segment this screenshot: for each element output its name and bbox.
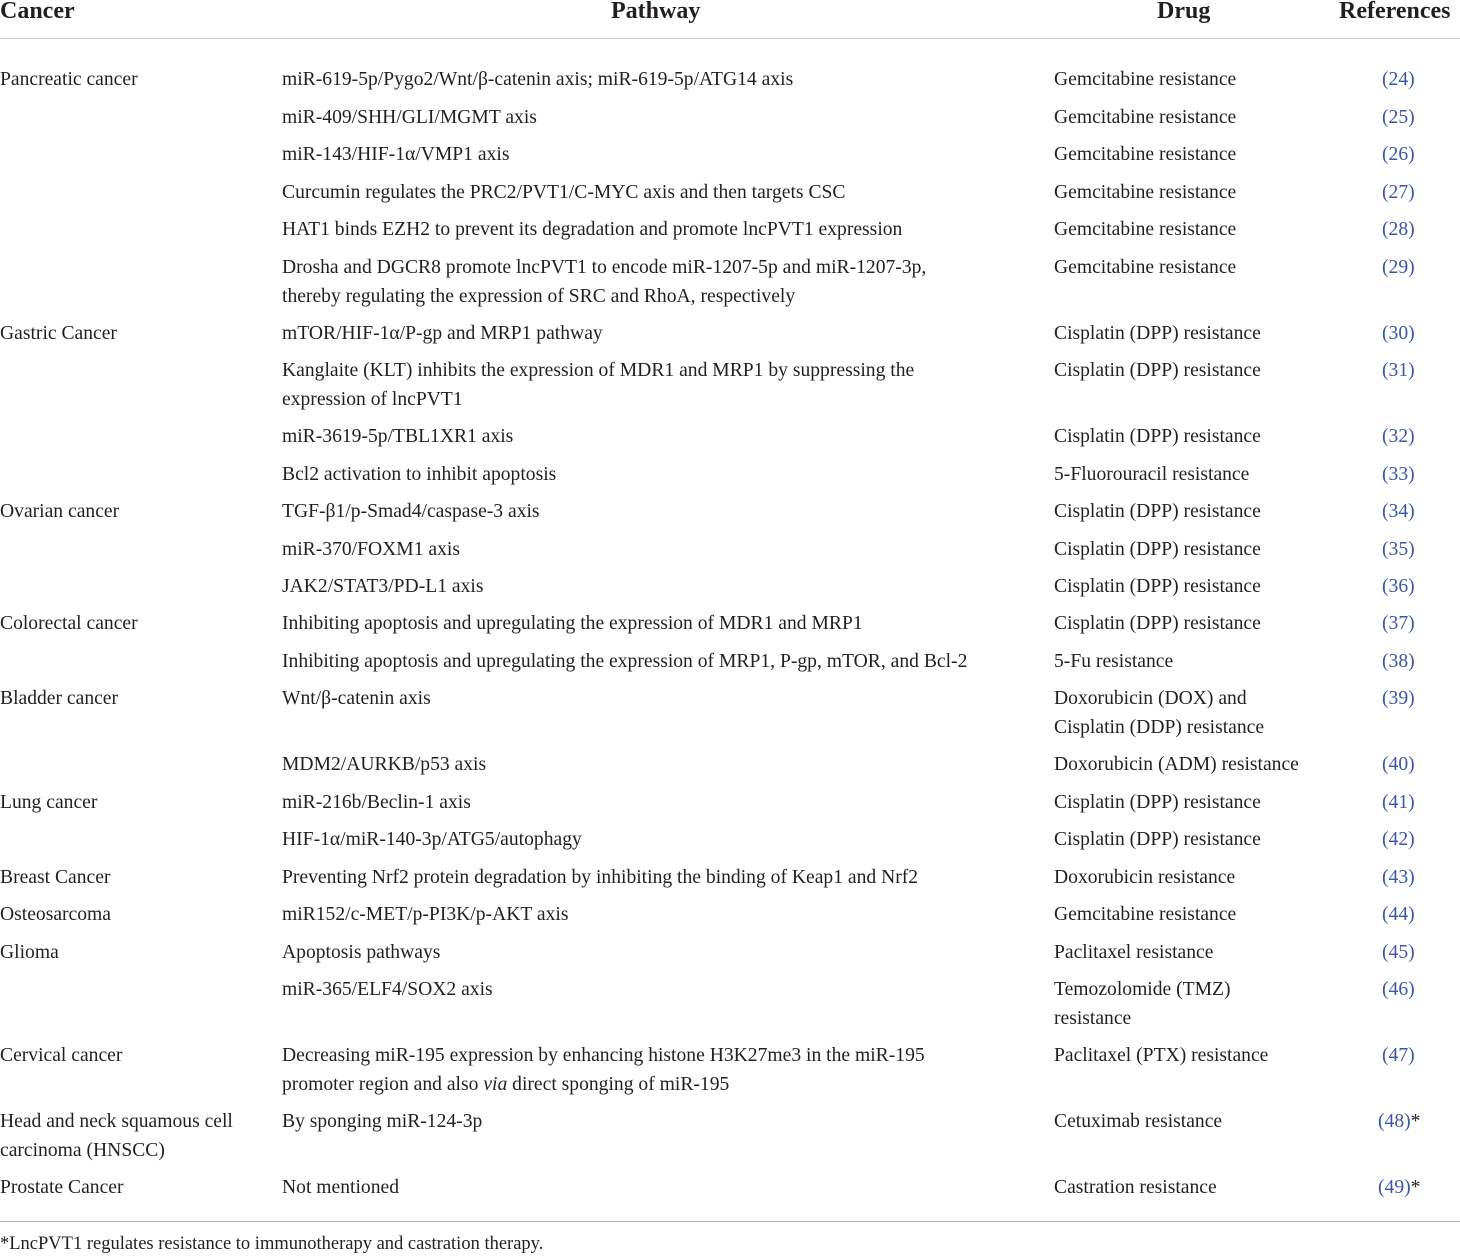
cell-cancer — [0, 684, 118, 713]
cell-line: Paclitaxel (PTX) resistance — [1054, 1045, 1269, 1066]
cell-line: Temozolomide (TMZ) — [1054, 979, 1231, 1000]
reference-link[interactable]: 35 — [1388, 539, 1409, 560]
reference-link[interactable]: 24 — [1388, 69, 1409, 90]
cell-reference — [1382, 825, 1415, 854]
cell-reference — [1378, 1107, 1420, 1136]
cell-drug — [1054, 788, 1261, 817]
reference-paren-open: ( — [1382, 323, 1389, 344]
cell-drug — [1054, 460, 1249, 489]
reference-paren-close: ) — [1408, 426, 1415, 447]
reference-paren-open: ( — [1378, 1177, 1385, 1198]
cell-line: Osteosarcoma — [0, 904, 111, 925]
cell-reference — [1382, 975, 1415, 1004]
cell-pathway — [282, 178, 845, 207]
cell-line: miR-3619-5p/TBL1XR1 axis — [282, 426, 514, 447]
cell-pathway — [282, 975, 493, 1004]
reference-paren-close: ) — [1404, 1177, 1411, 1198]
reference-link[interactable]: 32 — [1388, 426, 1409, 447]
cell-line: Colorectal cancer — [0, 613, 138, 634]
cell-pathway — [282, 1041, 925, 1099]
cell-reference — [1382, 938, 1415, 967]
cell-line: Breast Cancer — [0, 867, 111, 888]
cell-line: Preventing Nrf2 protein degradation by inhibiting the binding of Keap1 and Nrf2 — [282, 867, 919, 888]
cell-drug — [1054, 178, 1236, 207]
cell-pathway — [282, 460, 556, 489]
reference-paren-open: ( — [1382, 1045, 1389, 1066]
cell-line: Paclitaxel resistance — [1054, 942, 1214, 963]
reference-paren-open: ( — [1382, 576, 1389, 597]
cell-drug — [1054, 535, 1261, 564]
cell-line: miR-365/ELF4/SOX2 axis — [282, 979, 493, 1000]
reference-paren-close: ) — [1408, 576, 1415, 597]
reference-paren-close: ) — [1404, 1111, 1411, 1132]
reference-link[interactable]: 41 — [1388, 792, 1409, 813]
header-pathway: Pathway — [611, 0, 701, 24]
reference-paren-open: ( — [1382, 426, 1389, 447]
cell-reference — [1382, 572, 1415, 601]
cell-drug — [1054, 356, 1261, 385]
cell-reference — [1382, 140, 1415, 169]
cell-drug — [1054, 609, 1261, 638]
cell-pathway — [282, 1107, 482, 1136]
reference-paren-open: ( — [1382, 257, 1389, 278]
cell-line: Head and neck squamous cell — [0, 1111, 233, 1132]
reference-link[interactable]: 25 — [1388, 107, 1409, 128]
cell-pathway — [282, 103, 537, 132]
cell-pathway — [282, 319, 603, 348]
cell-line: Kanglaite (KLT) inhibits the expression of MDR1 and MRP1 by suppressing the — [282, 360, 915, 381]
reference-link[interactable]: 34 — [1388, 501, 1409, 522]
reference-link[interactable]: 43 — [1388, 867, 1409, 888]
cell-line: Cisplatin (DPP) resistance — [1054, 539, 1261, 560]
cell-line: 5-Fluorouracil resistance — [1054, 464, 1250, 485]
reference-link[interactable]: 48 — [1384, 1111, 1405, 1132]
cell-reference — [1382, 497, 1415, 526]
cell-line: Gemcitabine resistance — [1054, 904, 1237, 925]
cell-reference — [1382, 647, 1415, 676]
cell-line: Cisplatin (DPP) resistance — [1054, 613, 1261, 634]
cell-drug — [1054, 103, 1236, 132]
reference-paren-open: ( — [1382, 688, 1389, 709]
cell-drug — [1054, 647, 1173, 676]
cell-pathway — [282, 535, 460, 564]
cell-line: Doxorubicin resistance — [1054, 867, 1236, 888]
cell-line: Pancreatic cancer — [0, 69, 138, 90]
reference-paren-close: ) — [1408, 754, 1415, 775]
reference-paren-open: ( — [1382, 107, 1389, 128]
reference-link[interactable]: 36 — [1388, 576, 1409, 597]
cell-line: miR-409/SHH/GLI/MGMT axis — [282, 107, 537, 128]
italic-term: via — [483, 1074, 508, 1095]
cell-line: Cisplatin (DPP) resistance — [1054, 426, 1261, 447]
reference-paren-close: ) — [1408, 613, 1415, 634]
footnote-marker: * — [1410, 1111, 1421, 1132]
reference-paren-close: ) — [1408, 539, 1415, 560]
cell-cancer — [0, 1173, 124, 1202]
reference-paren-open: ( — [1382, 829, 1389, 850]
cell-line: Inhibiting apoptosis and upregulating the expression of MRP1, P-gp, mTOR, and Bcl-2 — [282, 651, 968, 672]
reference-link[interactable]: 29 — [1388, 257, 1409, 278]
reference-paren-open: ( — [1378, 1111, 1385, 1132]
cell-line: miR-216b/Beclin-1 axis — [282, 792, 471, 813]
reference-paren-open: ( — [1382, 69, 1389, 90]
cell-cancer — [0, 1041, 122, 1070]
cell-reference — [1382, 460, 1415, 489]
cell-line: Drosha and DGCR8 promote lncPVT1 to encode miR-1207-5p and miR-1207-3p, — [282, 257, 927, 278]
header-references: References — [1339, 0, 1451, 24]
cell-line: miR-143/HIF-1α/VMP1 axis — [282, 144, 510, 165]
cell-drug — [1054, 684, 1264, 742]
cell-reference — [1382, 535, 1415, 564]
reference-paren-close: ) — [1408, 107, 1415, 128]
cell-line: Gemcitabine resistance — [1054, 144, 1237, 165]
cell-line: Cervical cancer — [0, 1045, 123, 1066]
cell-line: miR152/c-MET/p-PI3K/p-AKT axis — [282, 904, 569, 925]
reference-paren-close: ) — [1408, 792, 1415, 813]
cell-pathway — [282, 215, 902, 244]
cell-drug — [1054, 1041, 1268, 1070]
cell-line: Gastric Cancer — [0, 323, 117, 344]
cell-line: thereby regulating the expression of SRC and RhoA, respectively — [282, 286, 796, 307]
reference-paren-close: ) — [1408, 867, 1415, 888]
reference-paren-open: ( — [1382, 501, 1389, 522]
cell-reference — [1382, 900, 1415, 929]
cell-reference — [1382, 1041, 1415, 1070]
reference-link[interactable]: 42 — [1388, 829, 1409, 850]
cell-line: MDM2/AURKB/p53 axis — [282, 754, 487, 775]
cell-cancer — [0, 938, 59, 967]
cell-drug — [1054, 975, 1231, 1033]
reference-paren-open: ( — [1382, 942, 1389, 963]
reference-link[interactable]: 40 — [1388, 754, 1409, 775]
reference-link[interactable]: 37 — [1388, 613, 1409, 634]
cell-drug — [1054, 319, 1261, 348]
cell-line: Cetuximab resistance — [1054, 1111, 1223, 1132]
cell-drug — [1054, 215, 1236, 244]
cell-cancer — [0, 497, 119, 526]
header-cancer: Cancer — [0, 0, 75, 24]
cell-reference — [1382, 863, 1415, 892]
cell-reference — [1382, 609, 1415, 638]
cell-line: Bcl2 activation to inhibit apoptosis — [282, 464, 557, 485]
cell-cancer — [0, 319, 117, 348]
cell-line: Gemcitabine resistance — [1054, 257, 1237, 278]
cell-reference — [1382, 178, 1415, 207]
reference-link[interactable]: 45 — [1388, 942, 1409, 963]
reference-paren-open: ( — [1382, 464, 1389, 485]
cell-line: Glioma — [0, 942, 59, 963]
cell-drug — [1054, 1107, 1222, 1136]
cell-line: Gemcitabine resistance — [1054, 182, 1237, 203]
cell-line: Cisplatin (DPP) resistance — [1054, 323, 1261, 344]
cell-line: Doxorubicin (DOX) and — [1054, 688, 1247, 709]
cell-reference — [1378, 1173, 1420, 1202]
cell-line: 5-Fu resistance — [1054, 651, 1174, 672]
reference-link[interactable]: 46 — [1388, 979, 1409, 1000]
reference-paren-open: ( — [1382, 539, 1389, 560]
cell-line: Gemcitabine resistance — [1054, 69, 1237, 90]
cell-pathway — [282, 609, 863, 638]
reference-paren-open: ( — [1382, 182, 1389, 203]
cell-line: mTOR/HIF-1α/P-gp and MRP1 pathway — [282, 323, 603, 344]
cell-pathway — [282, 1173, 399, 1202]
cell-line: Bladder cancer — [0, 688, 119, 709]
cell-line: Ovarian cancer — [0, 501, 120, 522]
cell-line: HIF-1α/miR-140-3p/ATG5/autophagy — [282, 829, 582, 850]
reference-paren-close: ) — [1408, 501, 1415, 522]
reference-paren-open: ( — [1382, 792, 1389, 813]
cell-reference — [1382, 356, 1415, 385]
cell-line: carcinoma (HNSCC) — [0, 1140, 165, 1161]
table-bottom-rule — [0, 1221, 1460, 1222]
cell-line: Inhibiting apoptosis and upregulating the expression of MDR1 and MRP1 — [282, 613, 863, 634]
footnote-marker: * — [1410, 1177, 1421, 1198]
table-footnote: *LncPVT1 regulates resistance to immunotherapy and castration therapy. — [0, 1234, 544, 1254]
cell-drug — [1054, 253, 1236, 282]
header-drug: Drug — [1157, 0, 1211, 24]
cell-line: JAK2/STAT3/PD-L1 axis — [282, 576, 484, 597]
reference-link[interactable]: 49 — [1384, 1177, 1405, 1198]
reference-paren-close: ) — [1408, 464, 1415, 485]
cell-line: Cisplatin (DPP) resistance — [1054, 792, 1261, 813]
reference-link[interactable]: 31 — [1388, 360, 1409, 381]
reference-paren-open: ( — [1382, 219, 1389, 240]
reference-paren-close: ) — [1408, 942, 1415, 963]
cell-line: resistance — [1054, 1008, 1132, 1029]
cell-pathway — [282, 65, 793, 94]
reference-paren-close: ) — [1408, 979, 1415, 1000]
cell-reference — [1382, 253, 1415, 282]
reference-paren-close: ) — [1408, 257, 1415, 278]
cell-cancer — [0, 1107, 233, 1165]
reference-paren-open: ( — [1382, 360, 1389, 381]
cell-line: Decreasing miR-195 expression by enhancing histone H3K27me3 in the miR-195 — [282, 1045, 925, 1066]
reference-link[interactable]: 26 — [1388, 144, 1409, 165]
reference-paren-close: ) — [1408, 651, 1415, 672]
cell-line: Apoptosis pathways — [282, 942, 441, 963]
cell-drug — [1054, 1173, 1217, 1202]
reference-paren-open: ( — [1382, 754, 1389, 775]
cell-drug — [1054, 825, 1261, 854]
reference-paren-open: ( — [1382, 979, 1389, 1000]
cell-drug — [1054, 65, 1236, 94]
reference-paren-open: ( — [1382, 144, 1389, 165]
cell-drug — [1054, 422, 1261, 451]
cell-line: Wnt/β-catenin axis — [282, 688, 431, 709]
cell-line: expression of lncPVT1 — [282, 389, 463, 410]
cell-pathway — [282, 253, 926, 311]
reference-paren-close: ) — [1408, 688, 1415, 709]
cell-reference — [1382, 103, 1415, 132]
cell-drug — [1054, 900, 1236, 929]
cell-cancer — [0, 788, 97, 817]
reference-link[interactable]: 33 — [1388, 464, 1409, 485]
reference-link[interactable]: 28 — [1388, 219, 1409, 240]
cell-line: Cisplatin (DPP) resistance — [1054, 360, 1261, 381]
reference-paren-close: ) — [1408, 182, 1415, 203]
cell-line: Doxorubicin (ADM) resistance — [1054, 754, 1299, 775]
cell-line: Castration resistance — [1054, 1177, 1217, 1198]
cell-cancer — [0, 900, 111, 929]
cell-pathway — [282, 422, 513, 451]
reference-paren-close: ) — [1408, 69, 1415, 90]
cell-line: Curcumin regulates the PRC2/PVT1/C-MYC axis and then targets CSC — [282, 182, 846, 203]
reference-paren-open: ( — [1382, 904, 1389, 925]
cell-reference — [1382, 215, 1415, 244]
reference-link[interactable]: 38 — [1388, 651, 1409, 672]
reference-link[interactable]: 39 — [1388, 688, 1409, 709]
cell-line: HAT1 binds EZH2 to prevent its degradation and promote lncPVT1 expression — [282, 219, 903, 240]
cell-cancer — [0, 609, 138, 638]
table-header — [0, 0, 1460, 39]
cell-line: Cisplatin (DPP) resistance — [1054, 501, 1261, 522]
cell-line: promoter region and also via direct sponging of miR-195 — [282, 1074, 730, 1095]
cell-drug — [1054, 863, 1235, 892]
cell-cancer — [0, 863, 110, 892]
cell-pathway — [282, 938, 440, 967]
reference-paren-close: ) — [1408, 360, 1415, 381]
cell-pathway — [282, 900, 568, 929]
cell-line: miR-619-5p/Pygo2/Wnt/β-catenin axis; miR-619-5p/ATG14 axis — [282, 69, 794, 90]
cell-line: Not mentioned — [282, 1177, 399, 1198]
cell-line: Prostate Cancer — [0, 1177, 124, 1198]
reference-paren-close: ) — [1408, 904, 1415, 925]
cell-reference — [1382, 788, 1415, 817]
reference-link[interactable]: 30 — [1388, 323, 1409, 344]
cell-line: Lung cancer — [0, 792, 98, 813]
cell-drug — [1054, 497, 1261, 526]
cell-line: Cisplatin (DPP) resistance — [1054, 576, 1261, 597]
reference-link[interactable]: 47 — [1388, 1045, 1409, 1066]
reference-link[interactable]: 44 — [1388, 904, 1409, 925]
reference-paren-close: ) — [1408, 323, 1415, 344]
cell-drug — [1054, 750, 1299, 779]
cell-reference — [1382, 750, 1415, 779]
reference-link[interactable]: 27 — [1388, 182, 1409, 203]
reference-paren-open: ( — [1382, 651, 1389, 672]
cell-line: TGF-β1/p-Smad4/caspase-3 axis — [282, 501, 540, 522]
cell-drug — [1054, 572, 1261, 601]
cell-pathway — [282, 684, 431, 713]
reference-paren-close: ) — [1408, 219, 1415, 240]
cell-pathway — [282, 140, 509, 169]
cell-pathway — [282, 572, 483, 601]
cell-pathway — [282, 750, 486, 779]
cell-line: Cisplatin (DDP) resistance — [1054, 717, 1265, 738]
cell-pathway — [282, 825, 582, 854]
cell-pathway — [282, 497, 540, 526]
cell-reference — [1382, 65, 1415, 94]
reference-paren-close: ) — [1408, 1045, 1415, 1066]
cell-reference — [1382, 422, 1415, 451]
cell-line: Gemcitabine resistance — [1054, 107, 1237, 128]
cell-pathway — [282, 356, 914, 414]
cell-pathway — [282, 863, 918, 892]
cell-line: miR-370/FOXM1 axis — [282, 539, 460, 560]
cell-drug — [1054, 938, 1213, 967]
cell-line: Cisplatin (DPP) resistance — [1054, 829, 1261, 850]
cell-cancer — [0, 65, 138, 94]
cell-line: Gemcitabine resistance — [1054, 219, 1237, 240]
cell-drug — [1054, 140, 1236, 169]
cell-reference — [1382, 684, 1415, 713]
reference-paren-open: ( — [1382, 867, 1389, 888]
cell-reference — [1382, 319, 1415, 348]
cell-pathway — [282, 647, 967, 676]
reference-paren-close: ) — [1408, 829, 1415, 850]
cell-pathway — [282, 788, 471, 817]
reference-paren-close: ) — [1408, 144, 1415, 165]
reference-paren-open: ( — [1382, 613, 1389, 634]
cell-line: By sponging miR-124-3p — [282, 1111, 483, 1132]
